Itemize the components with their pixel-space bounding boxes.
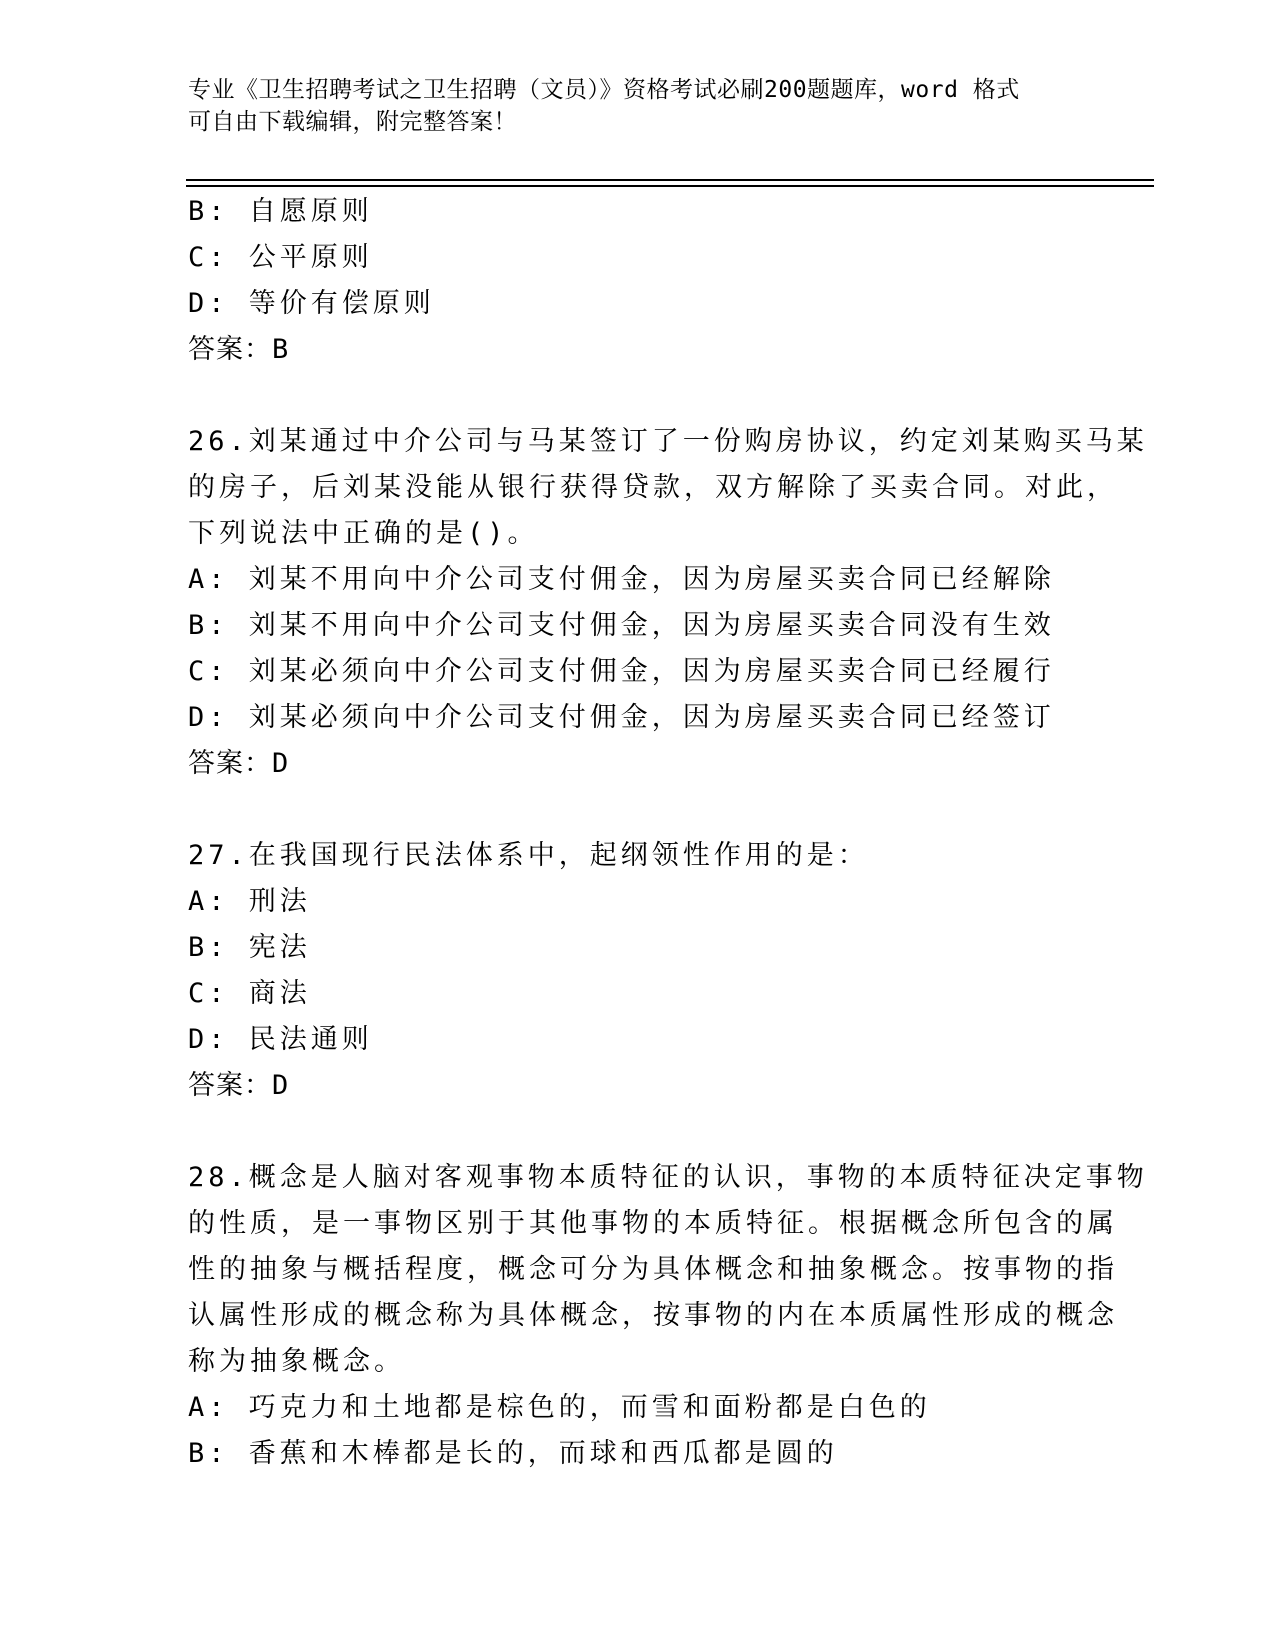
option-b: B: 宪法 — [188, 932, 311, 963]
option-c: C: 公平原则 — [188, 242, 373, 273]
page-header — [188, 74, 1088, 138]
option-a: A: 刑法 — [188, 886, 311, 917]
question-stem-line: 28.概念是人脑对客观事物本质特征的认识，事物的本质特征决定事物 — [188, 1162, 1148, 1193]
spacer — [188, 787, 1088, 833]
spacer — [188, 373, 1088, 419]
question-stem-line: 的性质，是一事物区别于其他事物的本质特征。根据概念所包含的属 — [188, 1208, 1118, 1239]
question-28 — [188, 1155, 1148, 1477]
option-b: B: 刘某不用向中介公司支付佣金，因为房屋买卖合同没有生效 — [188, 610, 1055, 641]
question-25-continued — [188, 189, 1088, 373]
question-stem-line: 性的抽象与概括程度，概念可分为具体概念和抽象概念。按事物的指 — [188, 1254, 1118, 1285]
option-d: D: 刘某必须向中介公司支付佣金，因为房屋买卖合同已经签订 — [188, 702, 1055, 733]
spacer — [188, 1109, 1088, 1155]
question-27 — [188, 833, 1088, 1109]
answer-line: 答案：D — [188, 1070, 290, 1101]
header-divider-top — [186, 179, 1154, 181]
option-a: A: 巧克力和土地都是棕色的，而雪和面粉都是白色的 — [188, 1392, 931, 1423]
header-line-1: 专业《卫生招聘考试之卫生招聘（文员）》资格考试必刷200题题库，word 格式 — [188, 77, 1020, 103]
question-stem-line: 26.刘某通过中介公司与马某签订了一份购房协议，约定刘某购买马某 — [188, 426, 1148, 457]
option-c: C: 商法 — [188, 978, 311, 1009]
answer-line: 答案：B — [188, 334, 290, 365]
option-d: D: 等价有偿原则 — [188, 288, 435, 319]
answer-line: 答案：D — [188, 748, 290, 779]
option-d: D: 民法通则 — [188, 1024, 373, 1055]
header-line-2: 可自由下载编辑，附完整答案！ — [188, 109, 517, 135]
document-body — [188, 189, 1148, 1477]
question-stem-line: 下列说法中正确的是()。 — [188, 518, 539, 549]
option-b: B: 自愿原则 — [188, 196, 373, 227]
question-26 — [188, 419, 1148, 787]
question-stem-line: 称为抽象概念。 — [188, 1346, 405, 1377]
question-stem-line: 认属性形成的概念称为具体概念，按事物的内在本质属性形成的概念 — [188, 1300, 1118, 1331]
header-divider-bottom — [186, 185, 1154, 187]
question-stem-line: 的房子，后刘某没能从银行获得贷款，双方解除了买卖合同。对此， — [188, 472, 1118, 503]
option-c: C: 刘某必须向中介公司支付佣金，因为房屋买卖合同已经履行 — [188, 656, 1055, 687]
option-a: A: 刘某不用向中介公司支付佣金，因为房屋买卖合同已经解除 — [188, 564, 1055, 595]
question-stem-line: 27.在我国现行民法体系中，起纲领性作用的是： — [188, 840, 869, 871]
option-b: B: 香蕉和木棒都是长的，而球和西瓜都是圆的 — [188, 1438, 838, 1469]
